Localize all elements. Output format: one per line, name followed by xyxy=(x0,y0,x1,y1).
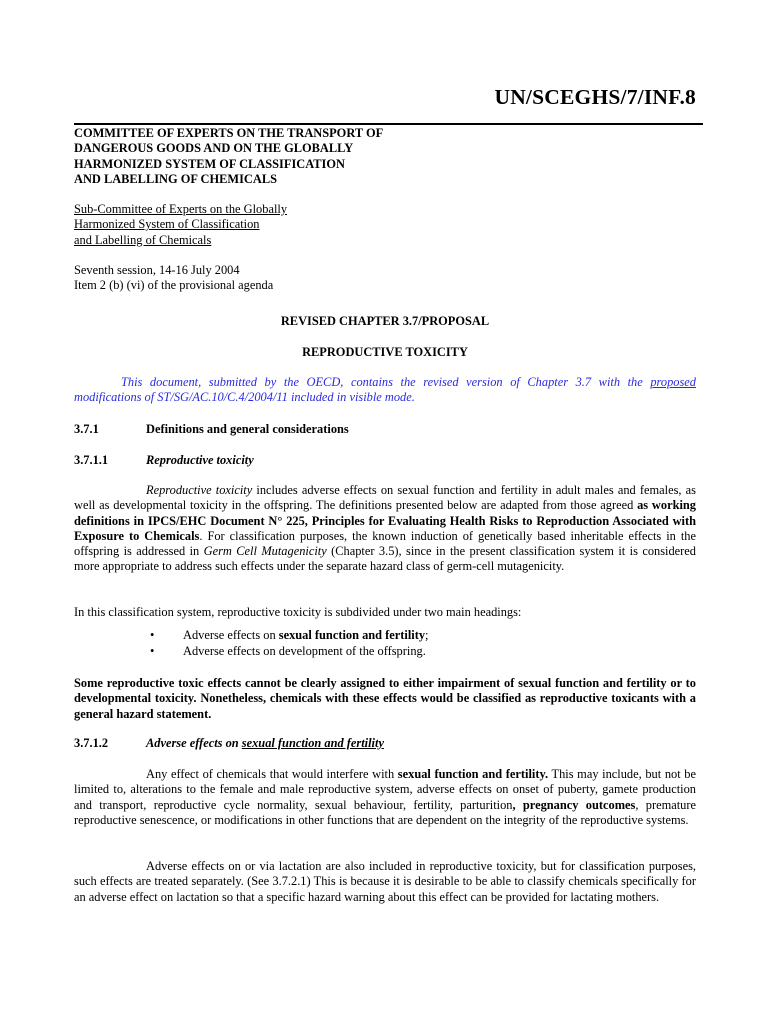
paragraph-definition xyxy=(74,483,696,575)
committee-line: AND LABELLING OF CHEMICALS xyxy=(74,171,277,186)
session-line: Seventh session, 14-16 July 2004 xyxy=(74,263,240,277)
section-title: Definitions and general considerations xyxy=(146,422,349,436)
agenda-line: Item 2 (b) (vi) of the provisional agenda xyxy=(74,278,274,293)
text: , premature reproductive senescence, or modifications in other functions that are dependent on the integrity of the reproductive systems. xyxy=(74,797,696,827)
text-bold: sexual function and fertility xyxy=(278,628,426,642)
paragraph-bold-note: Some reproductive toxic effects cannot be clearly assigned to either impairment of sexual function and fertility or to developmental toxicity. Nonetheless, chemicals with these effects would be classified as reproductive toxicants with a general hazard statement. xyxy=(74,676,696,721)
text: Any effect of chemicals that would interfere with xyxy=(146,767,398,781)
committee-name xyxy=(74,126,383,187)
session-info xyxy=(74,263,273,294)
header-rule xyxy=(74,123,703,125)
subcommittee-line: Harmonized System of Classification xyxy=(74,217,260,232)
text: . For classification purposes, the known induction of genetically based inheritable effects in the offspring is addressed in xyxy=(74,528,696,559)
text-bold: as working definitions in IPCS/EHC Document N° 225, Principles for Evaluating Health Risks to Reproduction Associated with Exposure to Chemicals xyxy=(74,498,696,543)
section-title-underlined: sexual function and fertility xyxy=(241,736,384,750)
text: ; xyxy=(425,628,429,642)
note-text: This document, submitted by the OECD, contains the revised version of Chapter 3.7 with the xyxy=(121,375,651,389)
section-heading-3-7-1-1 xyxy=(74,453,254,468)
note-underlined-text: proposed xyxy=(650,375,696,389)
text: (Chapter 3.5), since in the present classification system it is considered more appropriate to address such effects under the separate hazard class of germ-cell mutagenicity. xyxy=(74,544,696,574)
section-number: 3.7.1 xyxy=(74,422,99,436)
text: Adverse effects on development of the offspring. xyxy=(183,643,426,658)
text-bold: sexual function and fertility. xyxy=(397,767,549,781)
section-heading-3-7-1 xyxy=(74,422,349,437)
bullet-icon: • xyxy=(150,628,155,642)
section-title: Adverse effects on xyxy=(146,736,242,750)
document-symbol: UN/SCEGHS/7/INF.8 xyxy=(494,85,696,109)
term-italic: Reproductive toxicity xyxy=(146,483,253,497)
paragraph-subdivision: In this classification system, reproductive toxicity is subdivided under two main headings: xyxy=(74,605,522,619)
text: includes adverse effects on sexual function and fertility in adult males and females, as well as developmental toxicity in the offspring. The definitions presented below are adapted from those agreed xyxy=(74,483,696,513)
section-number: 3.7.1.2 xyxy=(74,736,109,750)
editorial-note xyxy=(74,375,696,406)
paragraph-lactation: Adverse effects on or via lactation are also included in reproductive toxicity, but for classification purposes, such effects are treated separately. (See 3.7.2.1) This is because it is desirable to be able to classify chemicals specifically for an adverse effect on lactation so that a specific hazard warning about this effect can be provided for lactating mothers. xyxy=(74,859,696,904)
note-text-end: modifications of ST/SG/AC.10/C.4/2004/11 included in visible mode. xyxy=(74,390,415,405)
subcommittee-line: Sub-Committee of Experts on the Globally xyxy=(74,202,288,216)
list-item xyxy=(150,644,429,660)
document-subtitle: REPRODUCTIVE TOXICITY xyxy=(302,345,468,359)
committee-line: HARMONIZED SYSTEM OF CLASSIFICATION xyxy=(74,156,345,171)
committee-line: COMMITTEE OF EXPERTS ON THE TRANSPORT OF xyxy=(74,126,384,140)
text: This may include, but not be limited to, alterations to the female and male reproductive system, adverse effects on onset of puberty, gamete production and transport, reproductive cycle normality, sexual behaviour, fertility, parturition xyxy=(74,767,696,812)
section-heading-3-7-1-2 xyxy=(74,736,384,751)
committee-line: DANGEROUS GOODS AND ON THE GLOBALLY xyxy=(74,141,354,156)
bullet-icon: • xyxy=(150,643,155,658)
section-number: 3.7.1.1 xyxy=(74,453,109,467)
text-bold: , pregnancy outcomes xyxy=(512,797,636,812)
term-italic: Germ Cell Mutagenicity xyxy=(203,544,327,559)
bullet-list xyxy=(150,628,429,659)
list-item xyxy=(150,628,429,644)
document-title: REVISED CHAPTER 3.7/PROPOSAL xyxy=(280,314,490,328)
subcommittee-name xyxy=(74,202,287,248)
text: Adverse effects on xyxy=(183,628,279,642)
paragraph-sexual-function xyxy=(74,767,696,828)
subcommittee-line: and Labelling of Chemicals xyxy=(74,232,212,247)
section-title: Reproductive toxicity xyxy=(146,453,254,467)
